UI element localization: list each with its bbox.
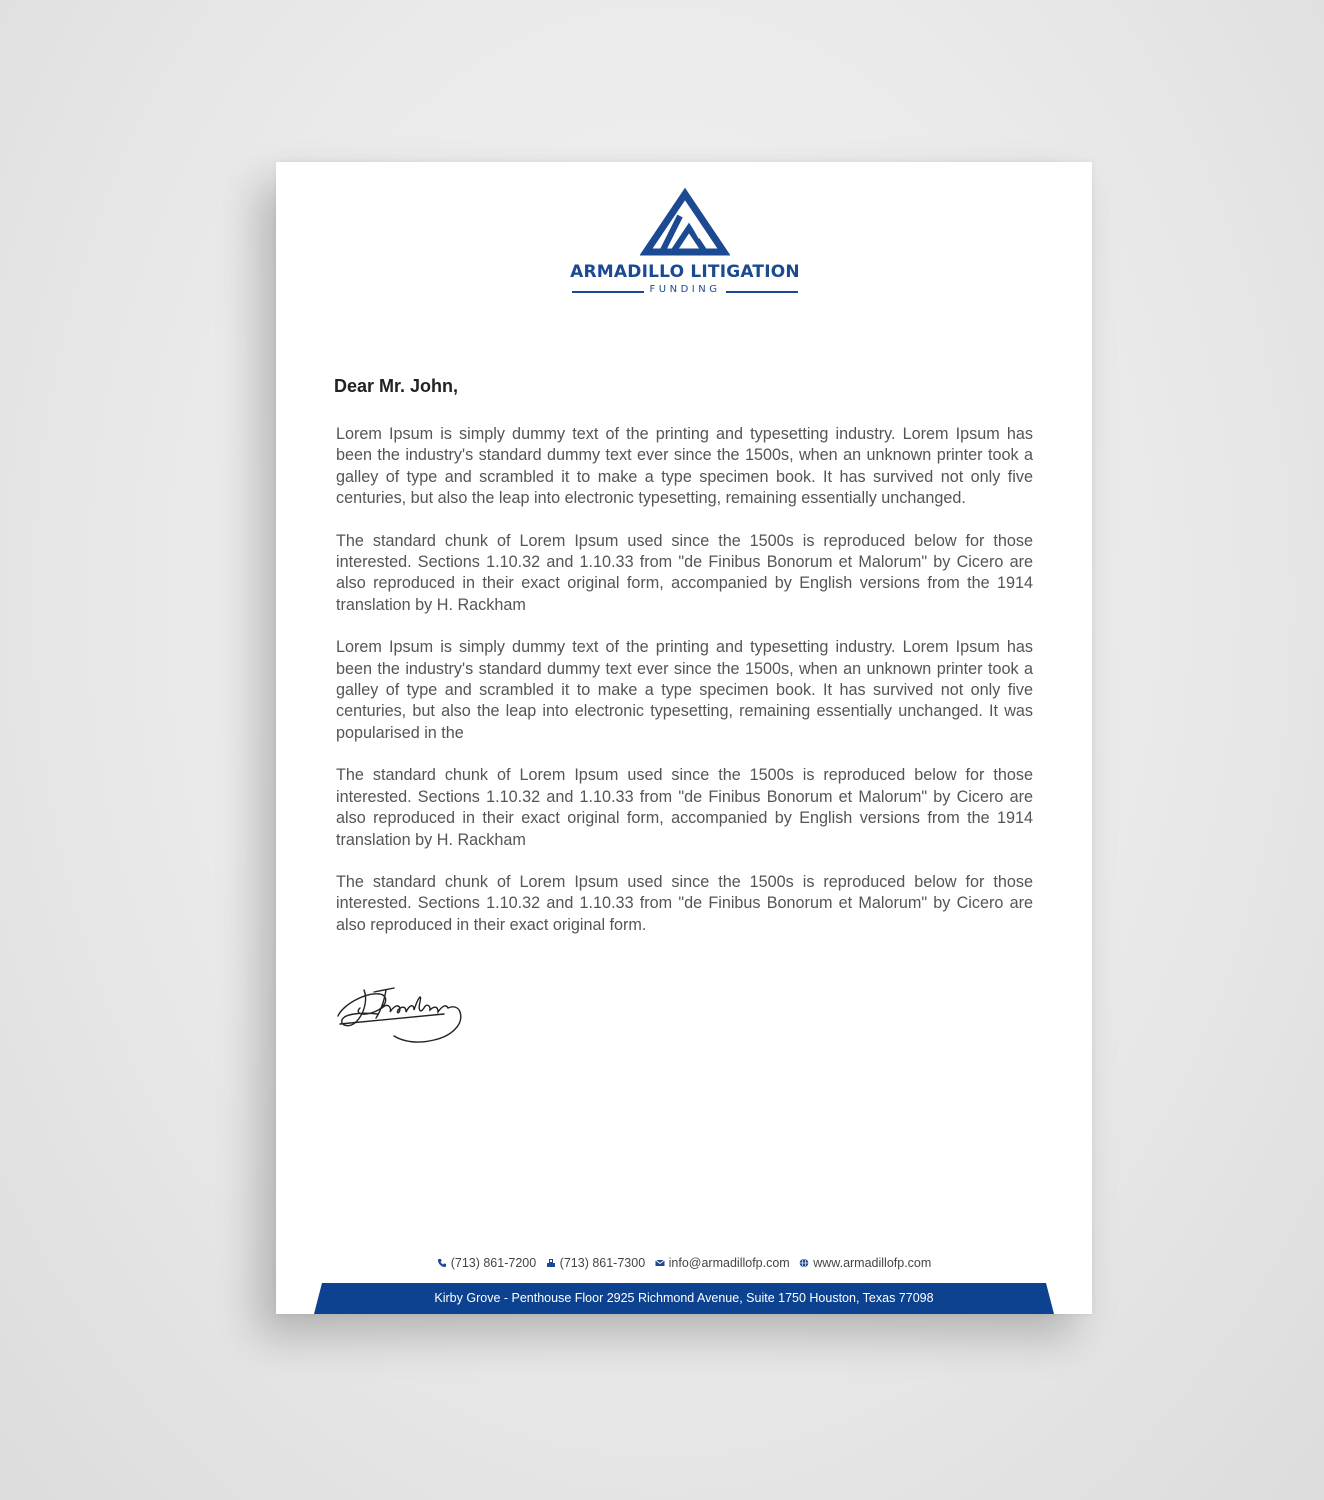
- globe-icon: [799, 1258, 809, 1268]
- phone-number: (713) 861-7200: [450, 1256, 537, 1270]
- company-logo: [570, 184, 800, 296]
- letter-greeting: Dear Mr. John,: [334, 376, 459, 396]
- phone-icon: [437, 1258, 447, 1268]
- email-item[interactable]: [655, 1256, 790, 1270]
- triangle-logo-icon: [640, 186, 730, 256]
- email-icon: [655, 1258, 665, 1268]
- letter-paragraph: The standard chunk of Lorem Ipsum used since the 1500s is reproduced below for those interested. Sections 1.10.32 and 1.10.33 from "de Finibus Bonorum et Malorum" by Cicero are also reproduced in their exact original form, accompanied by English versions from the 1914 translation by H. Rackham: [336, 766, 1033, 849]
- email-address: info@armadillofp.com: [668, 1256, 790, 1270]
- fax-icon: [546, 1258, 556, 1268]
- fax-number: (713) 861-7300: [559, 1256, 646, 1270]
- contact-line: [276, 1256, 1092, 1270]
- signature-icon: [334, 978, 474, 1048]
- letter-paragraph: The standard chunk of Lorem Ipsum used since the 1500s is reproduced below for those interested. Sections 1.10.32 and 1.10.33 from "de Finibus Bonorum et Malorum" by Cicero are also reproduced in their exact original form, accompanied by English versions from the 1914 translation by H. Rackham: [336, 531, 1033, 614]
- website-item[interactable]: [799, 1256, 931, 1270]
- logo-rule-left: [572, 291, 644, 293]
- website-url: www.armadillofp.com: [813, 1256, 932, 1270]
- letter-paragraph: Lorem Ipsum is simply dummy text of the printing and typesetting industry. Lorem Ipsum has been the industry's standard dummy text ever since the 1500s, when an unknown printer took a galley of type and scrambled it to make a type specimen book. It has survived not only five centuries, but also the leap into electronic typesetting, remaining essentially unchanged. It was popularised in the: [336, 638, 1033, 742]
- letter-paragraph: Lorem Ipsum is simply dummy text of the printing and typesetting industry. Lorem Ipsum has been the industry's standard dummy text ever since the 1500s, when an unknown printer took a galley of type and scrambled it to make a type specimen book. It has survived not only five centuries, but also the leap into electronic typesetting, remaining essentially unchanged.: [336, 425, 1033, 508]
- logo-rule-right: [726, 291, 798, 293]
- logo-subtitle-row: [570, 284, 800, 298]
- phone-item[interactable]: [437, 1256, 536, 1270]
- letter-paragraph: The standard chunk of Lorem Ipsum used since the 1500s is reproduced below for those interested. Sections 1.10.32 and 1.10.33 from "de Finibus Bonorum et Malorum" by Cicero are also reproduced in their exact original form.: [336, 872, 1033, 934]
- fax-item[interactable]: [546, 1256, 645, 1270]
- letterhead-sheet: [276, 162, 1092, 1314]
- footer-address: Kirby Grove - Penthouse Floor 2925 Richmond Avenue, Suite 1750 Houston, Texas 77098: [434, 1291, 934, 1305]
- letter-body: [336, 424, 1033, 957]
- logo-title: ARMADILLO LITIGATION: [570, 262, 800, 282]
- logo-subtitle: FUNDING: [649, 284, 721, 295]
